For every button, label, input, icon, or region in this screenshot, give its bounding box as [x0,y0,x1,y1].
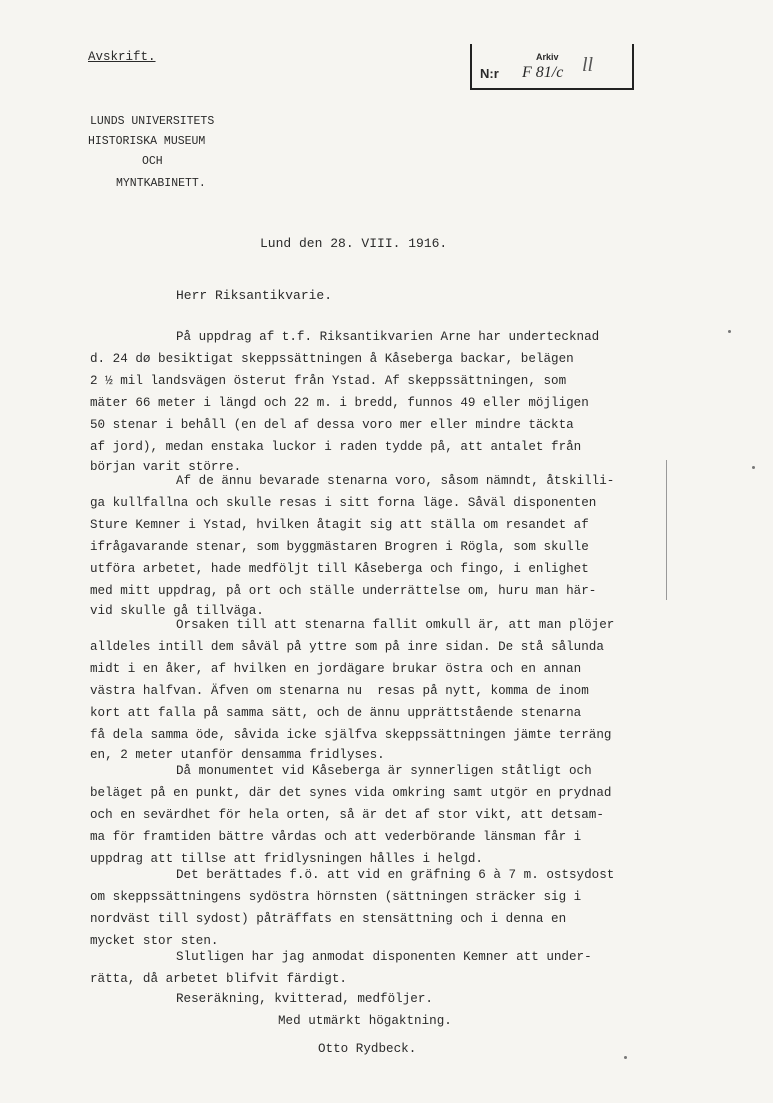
archive-nr-label: N:r [480,66,499,81]
body-line: ma för framtiden bättre vårdas och att vederbörande länsman får i [90,830,582,844]
margin-mark [666,460,667,600]
body-line: Slutligen har jag anmodat disponenten Kemner att under- [176,950,592,964]
body-line: alldeles intill dem såväl på yttre som på inre sidan. De stå sålunda [90,640,604,654]
speck [728,330,731,333]
body-line: Då monumentet vid Kåseberga är synnerligen ståtligt och [176,764,592,778]
body-line: Af de ännu bevarade stenarna voro, såsom nämndt, åtskilli- [176,474,615,488]
body-line: På uppdrag af t.f. Riksantikvarien Arne har undertecknad [176,330,600,344]
body-line: rätta, då arbetet blifvit färdigt. [90,972,347,986]
body-line: beläget på en punkt, där det synes vida omkring samt utgör en prydnad [90,786,612,800]
body-line: om skeppssättningens sydöstra hörnsten (sättningen sträcker sig i [90,890,582,904]
closing: Med utmärkt högaktning. [278,1014,452,1028]
body-line: mycket stor sten. [90,934,219,948]
institution-line: MYNTKABINETT. [116,177,206,190]
body-line: uppdrag att tillse att fridlysningen hålles i helgd. [90,852,483,866]
letter-date: Lund den 28. VIII. 1916. [260,236,448,251]
body-line: nordväst till sydost) påträffats en stensättning och i denna en [90,912,567,926]
body-line: få dela samma öde, såvida icke själfva skeppssättningen jämte terräng [90,728,612,742]
body-line: och en sevärdhet för hela orten, så är det af stor vikt, att detsam- [90,808,604,822]
body-line: vid skulle gå tillväga. [90,604,264,618]
body-line: af jord), medan enstaka luckor i raden tydde på, att antalet från [90,440,582,454]
signature: Otto Rydbeck. [318,1042,417,1056]
body-line: med mitt uppdrag, på ort och ställe underrättelse om, huru man här- [90,584,597,598]
avskrift-label: Avskrift. [88,50,156,64]
salutation: Herr Riksantikvarie. [176,288,333,303]
institution-line: OCH [142,155,163,168]
archive-stamp [470,44,634,90]
body-line: 50 stenar i behåll (en del af dessa voro mer eller mindre täckta [90,418,574,432]
body-line: västra halfvan. Äfven om stenarna nu resas på nytt, komma de inom [90,684,589,698]
archive-handwritten-marks: ll [582,54,594,76]
body-line: d. 24 dø besiktigat skeppssättningen å Kåseberga backar, belägen [90,352,574,366]
body-line: utföra arbetet, hade medföljt till Kåseberga och fingo, i enlighet [90,562,589,576]
body-line: början varit större. [90,460,242,474]
body-line: Reseräkning, kvitterad, medföljer. [176,992,433,1006]
body-line: kort att falla på samma sätt, och de ännu upprättstående stenarna [90,706,582,720]
body-line: en, 2 meter utanför densamma fridlyses. [90,748,385,762]
body-line: 2 ½ mil landsvägen österut från Ystad. Af skeppssättningen, som [90,374,567,388]
body-line: Orsaken till att stenarna fallit omkull är, att man plöjer [176,618,615,632]
body-line: Sture Kemner i Ystad, hvilken åtagit sig att ställa om resandet af [90,518,589,532]
institution-line: HISTORISKA MUSEUM [88,135,206,148]
institution-line: LUNDS UNIVERSITETS [90,115,215,128]
body-line: ifrågavarande stenar, som byggmästaren Brogren i Rögla, som skulle [90,540,589,554]
archive-code: F 81/c [522,64,564,81]
body-line: Det berättades f.ö. att vid en gräfning 6 à 7 m. ostsydost [176,868,615,882]
body-line: ga kullfallna och skulle resas i sitt forna läge. Såväl disponenten [90,496,597,510]
body-line: mäter 66 meter i längd och 22 m. i bredd, funnos 49 eller möjligen [90,396,589,410]
speck [624,1056,627,1059]
archive-word: Arkiv [536,52,559,62]
speck [752,466,755,469]
body-line: midt i en åker, af hvilken en jordägare brukar östra och en annan [90,662,582,676]
